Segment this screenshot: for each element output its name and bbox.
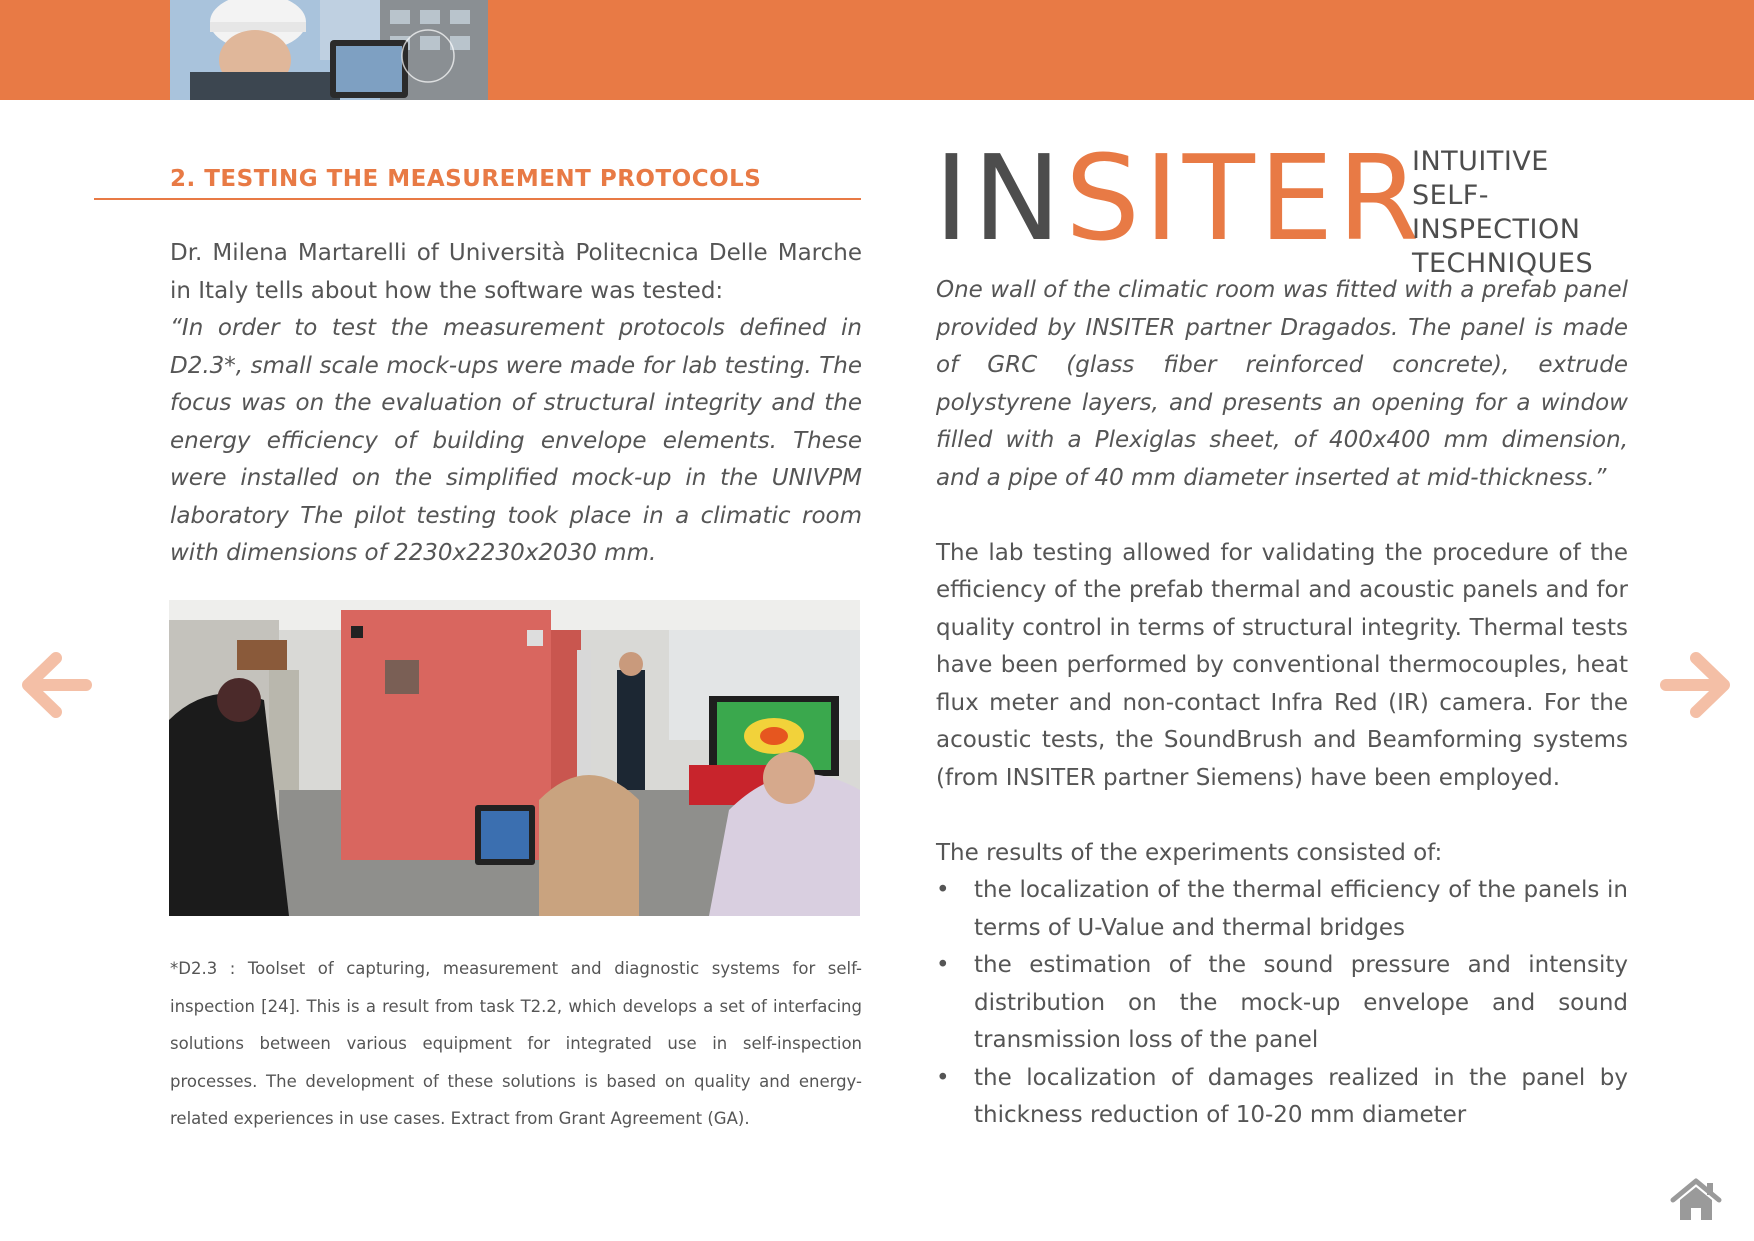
- quote-paragraph: “In order to test the measurement protocols defined in D2.3*, small scale mock-ups were made for lab testing. The focus was on the evaluation of structural integrity and the energy efficiency of building envelope elements. These were installed on the simplified mock-up in the UNIVPM laboratory The pilot testing took place in a climatic room with dimensions of 2230x2230x2030 mm.: [170, 315, 862, 566]
- logo-part-s: S: [1065, 129, 1144, 267]
- next-page-button[interactable]: [1660, 652, 1732, 718]
- logo-tagline: [1412, 145, 1634, 281]
- logo-part-in: IN: [934, 129, 1066, 267]
- section-title: 2. TESTING THE MEASUREMENT PROTOCOLS: [170, 166, 762, 192]
- home-icon: [1670, 1178, 1722, 1222]
- left-column: [170, 235, 862, 573]
- results-item: • the localization of the thermal efficiency of the panels in terms of U-Value and thermal bridges: [936, 872, 1628, 947]
- title-rule: [94, 198, 861, 200]
- arrow-right-icon: [1660, 652, 1732, 718]
- logo-wordmark: [934, 129, 1424, 267]
- insiter-logo: [934, 129, 1634, 279]
- logo-part-iter: ITER: [1143, 129, 1424, 267]
- results-item: • the localization of damages realized in the panel by thickness reduction of 10-20 mm diameter: [936, 1060, 1628, 1135]
- logo-tag-line-1: INTUITIVE: [1412, 146, 1549, 177]
- quote-continued: One wall of the climatic room was fitted with a prefab panel provided by INSITER partner Dragados. The panel is made of GRC (glass fiber reinforced concrete), extrude polystyrene layers, and presents an opening for a window filled with a Plexiglas sheet, of 400x400 mm dimension, and a pipe of 40 mm diameter inserted at mid-thickness.”: [936, 277, 1628, 491]
- body-paragraph: The lab testing allowed for validating the procedure of the efficiency of the prefab thermal and acoustic panels and for quality control in terms of structural integrity. Thermal tests have been performed by conventional thermocouples, heat flux meter and non-contact Infra Red (IR) camera. For the acoustic tests, the SoundBrush and Beamforming systems (from INSITER partner Siemens) have been employed.: [936, 539, 1628, 791]
- logo-tag-line-2: SELF-INSPECTION: [1412, 180, 1581, 245]
- header-photo: [170, 0, 488, 100]
- logo-tag-line-3: TECHNIQUES: [1412, 248, 1594, 279]
- results-intro: The results of the experiments consisted of:: [936, 839, 1443, 866]
- arrow-left-icon: [20, 652, 92, 718]
- results-item: • the estimation of the sound pressure and intensity distribution on the mock-up envelope and sound transmission loss of the panel: [936, 947, 1628, 1060]
- footnote: *D2.3 : Toolset of capturing, measurement and diagnostic systems for self-inspection [24]. This is a result from task T2.2, which develops a set of interfacing solutions between various equipment for integrated use in self-inspection processes. The development of these solutions is based on quality and energy-related experiences in use cases. Extract from Grant Agreement (GA).: [170, 959, 862, 1128]
- lab-testing-photo: [169, 600, 860, 916]
- home-button[interactable]: [1670, 1178, 1722, 1222]
- previous-page-button[interactable]: [20, 652, 92, 718]
- right-column: [936, 272, 1628, 1135]
- results-list: [936, 872, 1628, 1135]
- intro-paragraph: Dr. Milena Martarelli of Università Politecnica Delle Marche in Italy tells about how the software was tested:: [170, 240, 862, 304]
